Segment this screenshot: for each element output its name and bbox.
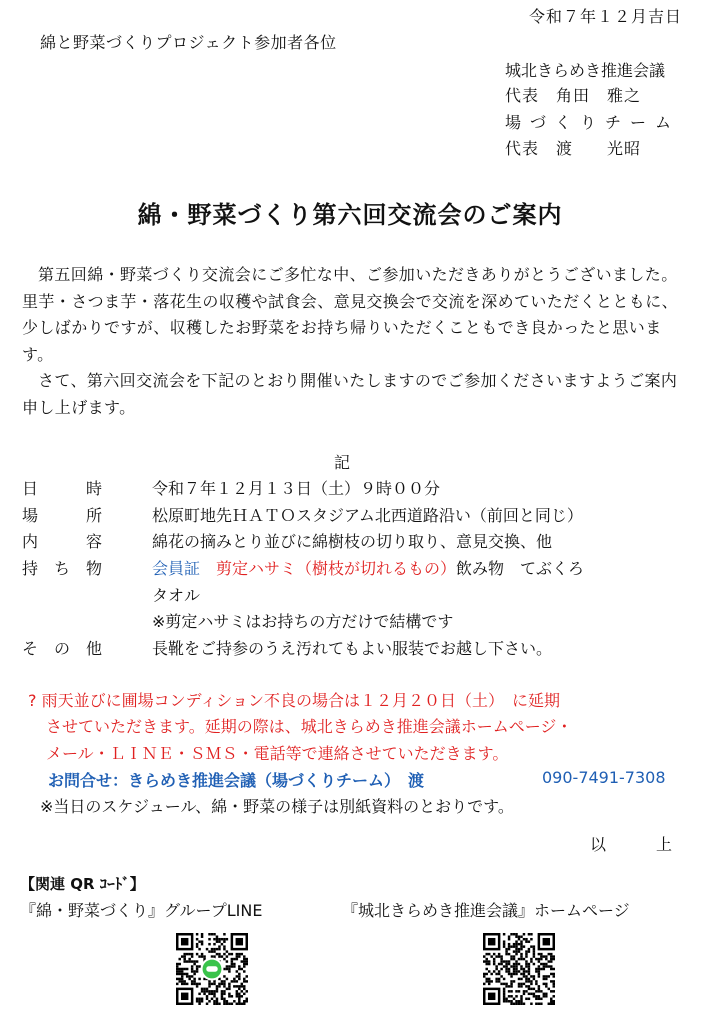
qr-label-line-group: 『綿・野菜づくり』グループLINE — [20, 901, 263, 920]
place-value: 松原町地先ＨＡＴＯスタジアム北西道路沿い（前回と同じ） — [152, 506, 583, 525]
addressee: 綿と野菜づくりプロジェクト参加者各位 — [40, 33, 337, 52]
shears-note: ※剪定ハサミはお持ちの方だけで結構です — [152, 612, 454, 631]
page-title: 綿・野菜づくり第六回交流会のご案内 — [137, 201, 563, 229]
content-label: 内 容 — [22, 532, 103, 551]
sender-organization: 城北きらめき推進会議 — [505, 61, 666, 80]
shears-item: 剪定ハサミ（樹枝が切れるもの） — [216, 559, 457, 578]
rain-notice-line-3: メール・ＬＩＮＥ・ＳＭＳ・電話等で連絡させていただきます。 — [46, 744, 509, 763]
body-paragraph-1: 第五回綿・野菜づくり交流会にご多忙な中、ご参加いただきありがとうございました。里芋・さつま芋・落花生の収穫や試食会、意見交換会で交流を深めていただくとともに、少しばかりですが、収穫したお野菜をお持ち帰りいただくこともでき良かったと思います。 — [22, 265, 679, 364]
document-date: 令和７年１２月吉日 — [528, 7, 682, 26]
contact-phone: 090-7491-7308 — [542, 768, 666, 787]
rain-notice-line-2: させていただきます。延期の際は、城北きらめき推進会議ホームページ・ — [46, 717, 573, 736]
homepage-qr-code-icon[interactable] — [483, 933, 555, 1005]
datetime-label: 日 時 — [22, 479, 103, 498]
line-qr-code-icon[interactable] — [176, 933, 248, 1005]
ki-heading: 記 — [334, 453, 351, 472]
items-label: 持 ち 物 — [22, 559, 103, 578]
other-value: 長靴をご持参のうえ汚れてもよい服装でお越し下さい。 — [152, 639, 553, 658]
qr-label-homepage: 『城北きらめき推進会議』ホームページ — [342, 901, 630, 920]
content-value: 綿花の摘みとり並びに綿樹枝の切り取り、意見交換、他 — [152, 532, 553, 551]
qr-heading: 【関連 QR ｺｰﾄﾞ】 — [20, 875, 145, 893]
schedule-remark: ※当日のスケジュール、綿・野菜の様子は別紙資料のとおりです。 — [40, 797, 514, 816]
sender-team-representative: 代表 渡 光昭 — [505, 139, 642, 158]
towel-item: タオル — [152, 586, 201, 605]
member-card-item: 会員証 — [152, 559, 201, 578]
other-items: 飲み物 てぶくろ — [456, 559, 585, 578]
rain-notice-line-1: ? 雨天並びに圃場コンディション不良の場合は１２月２０日（土） に延期 — [28, 691, 560, 710]
contact-info: お問合せ：きらめき推進会議（場づくりチーム） 渡 — [48, 771, 425, 790]
body-paragraph-2: さて、第六回交流会を下記のとおり開催いたしますのでご参加くださいますようご案内申し上げます。 — [22, 371, 678, 417]
sender-representative: 代表 角田 雅之 — [505, 86, 642, 105]
place-label: 場 所 — [22, 506, 103, 525]
items-value — [152, 556, 584, 579]
other-label: そ の 他 — [22, 639, 103, 658]
sender-team: 場づくりチーム — [505, 113, 681, 132]
datetime-value: 令和７年１２月１３日（土）９時００分 — [152, 479, 441, 498]
closing-ijo: 以上 — [590, 835, 722, 854]
